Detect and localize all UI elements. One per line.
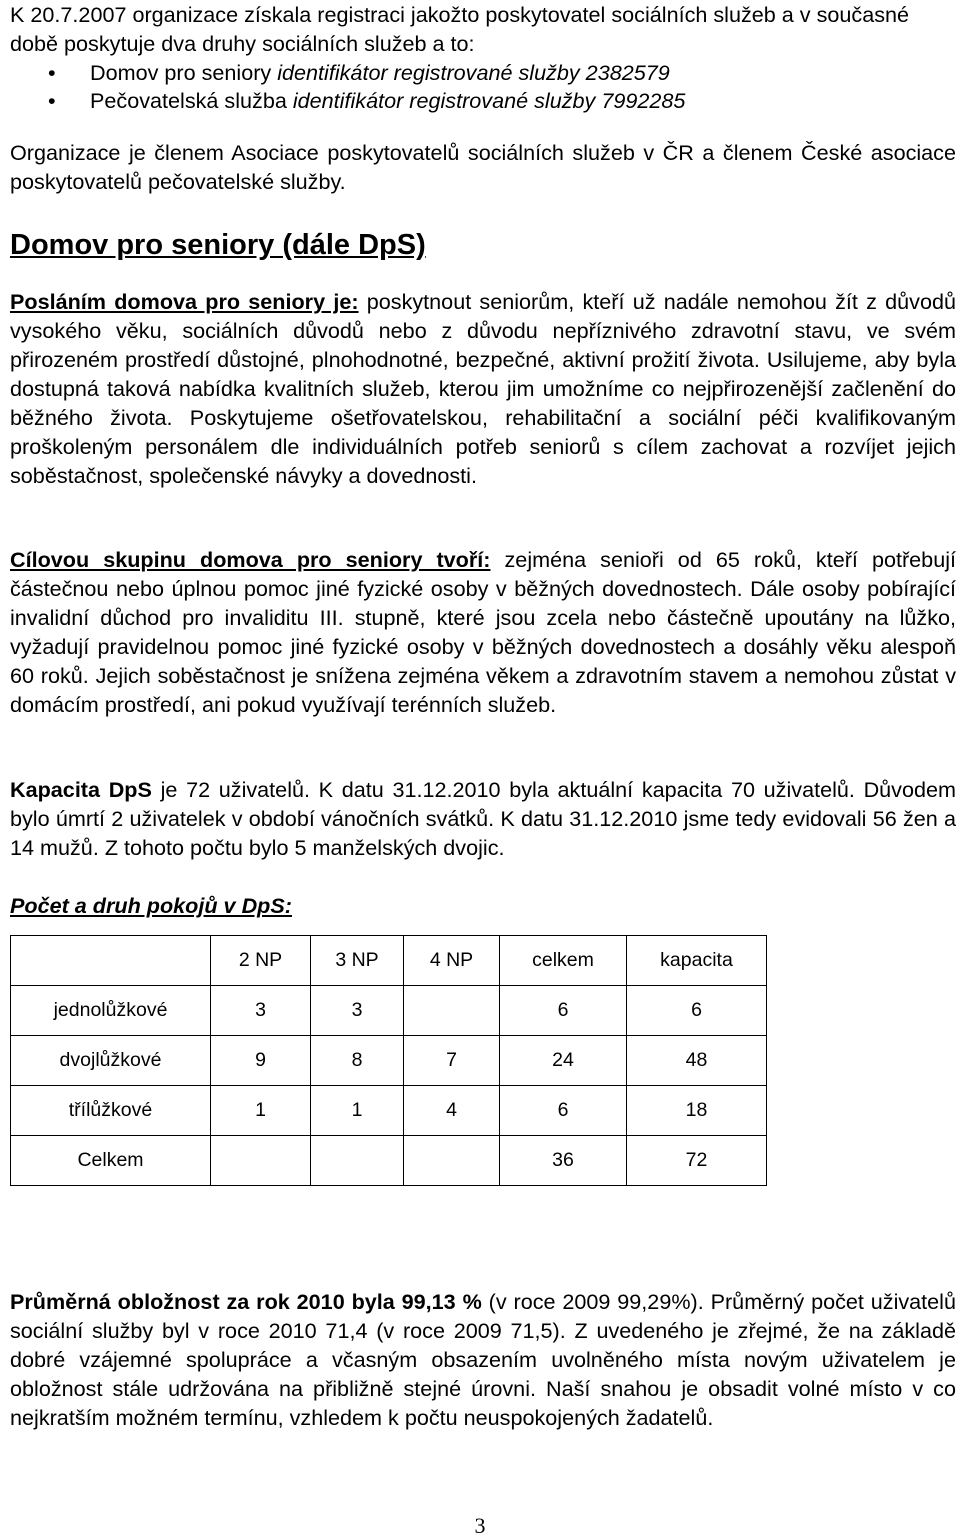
capacity-paragraph [10,775,956,862]
table-row [11,1136,767,1186]
mission-paragraph [10,287,956,490]
mission-text: poskytnout seniorům, kteří už nadále nemohou žít z důvodů vysokého věku, sociálních důvodů nebo z důvodu nepříznivého zdravotní stavu, ve svém přirozeném prostředí důstojné, plnohodnotné, bezpečné, aktivní prožití života. Usilujeme, aby byla dostupná taková nabídka kvalitních služeb, kterou jim umožníme co nejpřirozenější začlenění do běžného života. Poskytujeme ošetřovatelskou, rehabilitační a sociální péči kvalifikovaným proškoleným personálem dle individuálních potřeb seniorů s cílem zachovat a rozvíjet jejich soběstačnost, společenské návyky a dovednosti. [10,289,956,488]
table-cell: 1 [211,1086,311,1136]
table-cell: 18 [627,1086,767,1136]
table-cell: 7 [404,1036,500,1086]
table-cell: dvojlůžkové [11,1036,211,1086]
table-cell: 36 [500,1136,627,1186]
target-group-label: Cílovou skupinu domova pro seniory tvoří: [10,547,491,572]
table-row [11,1086,767,1136]
table-cell: 6 [627,986,767,1036]
table-header-cell: 3 NP [311,936,404,986]
table-cell: 9 [211,1036,311,1086]
table-header-cell [11,936,211,986]
table-cell: jednolůžkové [11,986,211,1036]
rooms-table [10,935,767,1186]
service-item-1 [10,58,960,87]
table-cell: 3 [311,986,404,1036]
table-cell: 6 [500,986,627,1036]
occupancy-text: (v roce 2009 99,29%). Průměrný počet uživatelů sociální služby byl v roce 2010 71,4 (v roce 2009 71,5). Z uvedeného je zřejmé, že na základě dobré vzájemné spolupráce a včasným obsazením uvolněného místa novým uživatelem je obložnost stále udržována na přibližně stejné úrovni. Naší snahou je obsadit volné místo v co nejkratším možném termínu, vzhledem k počtu neuspokojených žadatelů. [10,1289,956,1430]
service-id: identifikátor registrované služby 7992285 [292,88,686,113]
table-cell: 72 [627,1136,767,1186]
table-cell: třílůžkové [11,1086,211,1136]
table-cell: 8 [311,1036,404,1086]
table-row [11,986,767,1036]
mission-label: Posláním domova pro seniory je: [10,289,359,314]
occupancy-label: Průměrná obložnost za rok 2010 byla 99,13 % [10,1289,482,1314]
table-cell: 1 [311,1086,404,1136]
capacity-text: je 72 uživatelů. K datu 31.12.2010 byla aktuální kapacita 70 uživatelů. Důvodem bylo úmrtí 2 uživatelek v období vánočních svátků. K datu 31.12.2010 jsme tedy evidovali 56 žen a 14 mužů. Z tohoto počtu bylo 5 manželských dvojic. [10,777,956,860]
table-cell: 24 [500,1036,627,1086]
rooms-heading: Počet a druh pokojů v DpS: [10,893,292,918]
membership-paragraph: Organizace je členem Asociace poskytovatelů sociálních služeb v ČR a členem České asociace poskytovatelů pečovatelské služby. [10,140,956,194]
intro-paragraph: K 20.7.2007 organizace získala registraci jakožto poskytovatel sociálních služeb a v současné době poskytuje dva druhy sociálních služeb a to: [10,2,910,56]
section-heading: Domov pro seniory (dále DpS) [10,229,426,261]
table-header-cell: 2 NP [211,936,311,986]
table-cell: 3 [211,986,311,1036]
table-cell [311,1136,404,1186]
table-header-row [11,936,767,986]
target-group-paragraph [10,545,956,719]
table-header-cell: kapacita [627,936,767,986]
page-number: 3 [474,1513,486,1538]
table-cell [211,1136,311,1186]
table-header-cell: 4 NP [404,936,500,986]
table-cell: Celkem [11,1136,211,1186]
table-cell [404,986,500,1036]
table-cell: 48 [627,1036,767,1086]
service-item-2 [10,86,960,115]
table-header-cell: celkem [500,936,627,986]
table-cell [404,1136,500,1186]
occupancy-paragraph [10,1287,956,1432]
table-row [11,1036,767,1086]
table-cell: 6 [500,1086,627,1136]
service-id: identifikátor registrované služby 2382579 [277,60,670,85]
target-group-text: zejména senioři od 65 roků, kteří potřebují částečnou nebo úplnou pomoc jiné fyzické osoby v běžných dovednostech. Dále osoby pobírající invalidní důchod pro invaliditu III. stupně, které jsou zcela nebo částečně upoutány na lůžko, vyžadují pravidelnou pomoc jiné fyzické osoby v běžných dovednostech a dosáhly věku alespoň 60 roků. Jejich soběstačnost je snížena zejména věkem a zdravotním stavem a nemohou zůstat v domácím prostředí, ani pokud využívají terénních služeb. [10,547,956,717]
capacity-label: Kapacita DpS [10,777,152,802]
service-name: Pečovatelská služba [90,88,287,113]
service-name: Domov pro seniory [90,60,272,85]
table-cell: 4 [404,1086,500,1136]
